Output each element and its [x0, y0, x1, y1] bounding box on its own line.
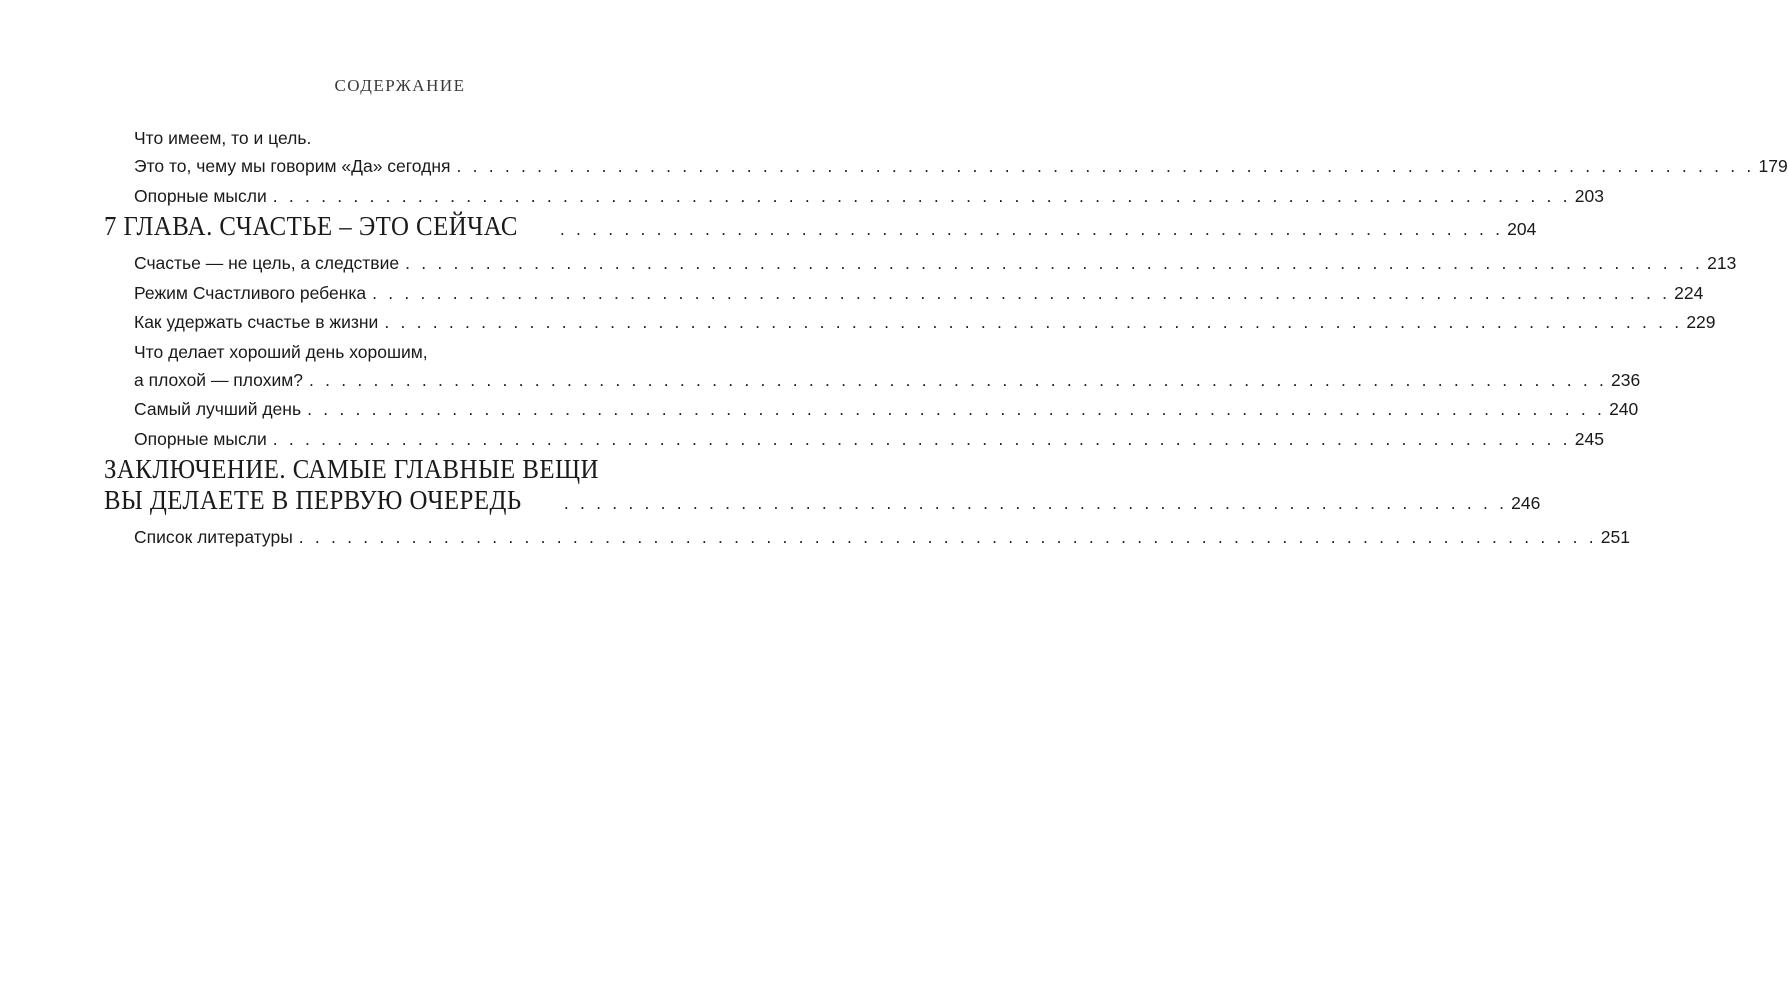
toc-entry-title-line1: Что имеем, то и цель.	[134, 128, 312, 148]
dot-leader: . . . . . . . . . . . . . . . . . . . . . . . . . . . . . . . . . . . . . . . . . . . . . . . . . . . . . . . . . . . . . . . . . . . . . . . . . . . . . . . . .	[372, 282, 1671, 303]
dot-leader: . . . . . . . . . . . . . . . . . . . . . . . . . . . . . . . . . . . . . . . . . . . . . . . . . . . . . . . . . . . . . . . . . . . . . . . . . . . . . . . . .	[298, 527, 1597, 547]
toc-entry-key-thoughts-2[interactable]	[104, 425, 1604, 453]
table-of-contents	[104, 124, 1788, 551]
toc-page-number: 245	[1574, 428, 1604, 449]
dot-leader: . . . . . . . . . . . . . . . . . . . . . . . . . . . . . . . . . . . . . . . . . . . . . . . . . . . . . . . . . . . . . . . . . . . . . . . . . . . . . . . . .	[309, 369, 1608, 390]
toc-entry-happiness-consequence[interactable]	[104, 249, 1737, 277]
toc-conclusion[interactable]	[104, 454, 1541, 519]
toc-entry-title: Опорные мысли	[134, 185, 267, 206]
toc-entry-title: Режим Счастливого ребенка	[134, 282, 367, 303]
toc-entry-best-day[interactable]	[104, 395, 1639, 423]
toc-page-number: 251	[1600, 527, 1630, 547]
dot-leader: . . . . . . . . . . . . . . . . . . . . . . . . . . . . . . . . . . . . . . . . . . . . . . . . . . . . . . . . . . .	[559, 219, 1504, 239]
toc-entry-title: Как удержать счастье в жизни	[134, 312, 379, 332]
dot-leader: . . . . . . . . . . . . . . . . . . . . . . . . . . . . . . . . . . . . . . . . . . . . . . . . . . . . . . . . . . . . . . . . . . . . . . . . . . . . . . . . .	[272, 185, 1571, 206]
toc-entry-happy-child-mode[interactable]	[104, 279, 1704, 307]
toc-entry-title-line2: а плохой — плохим?	[134, 369, 304, 390]
chapter-title-line2: ВЫ ДЕЛАЕТЕ В ПЕРВУЮ ОЧЕРЕДЬ	[104, 485, 522, 515]
dot-leader: . . . . . . . . . . . . . . . . . . . . . . . . . . . . . . . . . . . . . . . . . . . . . . . . . . . . . . . . . . . . . . . . . . . . . . . . . . . . . . . . .	[307, 399, 1606, 419]
toc-entry-title-line1: Что делает хороший день хорошим,	[134, 341, 428, 362]
toc-page-number: 224	[1674, 282, 1704, 303]
toc-entry-title-line2: Это то, чему мы говорим «Да» сегодня	[134, 156, 451, 176]
toc-entry-title: Счастье — не цель, а следствие	[134, 253, 400, 273]
toc-page-number: 240	[1609, 399, 1639, 419]
toc-entry-what-we-have[interactable]	[104, 124, 1788, 180]
toc-chapter-7[interactable]	[104, 211, 1537, 245]
toc-page-number: 203	[1574, 185, 1604, 206]
toc-page-number: 213	[1707, 253, 1737, 273]
toc-entry-title: Опорные мысли	[134, 428, 267, 449]
toc-entry-good-day[interactable]	[104, 338, 1641, 394]
toc-entry-bibliography[interactable]	[104, 523, 1630, 551]
toc-page-number: 246	[1511, 493, 1541, 513]
dot-leader: . . . . . . . . . . . . . . . . . . . . . . . . . . . . . . . . . . . . . . . . . . . . . . . . . . . . . . . . . . .	[563, 493, 1508, 513]
chapter-title: 7 ГЛАВА. СЧАСТЬЕ – ЭТО СЕЙЧАС	[104, 211, 518, 241]
toc-entry-title: Самый лучший день	[134, 399, 302, 419]
page-title: СОДЕРЖАНИЕ	[334, 76, 466, 95]
toc-page-number: 229	[1686, 312, 1716, 332]
chapter-title-line1: ЗАКЛЮЧЕНИЕ. САМЫЕ ГЛАВНЫЕ ВЕЩИ	[104, 454, 599, 484]
toc-entry-keep-happiness[interactable]	[104, 308, 1716, 336]
toc-entry-title: Список литературы	[134, 527, 293, 547]
toc-page-number: 179	[1758, 156, 1788, 176]
toc-page-number: 204	[1507, 219, 1537, 239]
dot-leader: . . . . . . . . . . . . . . . . . . . . . . . . . . . . . . . . . . . . . . . . . . . . . . . . . . . . . . . . . . . . . . . . . . . . . . . . . . . . . . . . .	[456, 156, 1755, 176]
dot-leader: . . . . . . . . . . . . . . . . . . . . . . . . . . . . . . . . . . . . . . . . . . . . . . . . . . . . . . . . . . . . . . . . . . . . . . . . . . . . . . . . .	[272, 428, 1571, 449]
dot-leader: . . . . . . . . . . . . . . . . . . . . . . . . . . . . . . . . . . . . . . . . . . . . . . . . . . . . . . . . . . . . . . . . . . . . . . . . . . . . . . . . .	[384, 312, 1683, 332]
toc-entry-key-thoughts-1[interactable]	[104, 182, 1604, 210]
toc-page-number: 236	[1611, 369, 1641, 390]
dot-leader: . . . . . . . . . . . . . . . . . . . . . . . . . . . . . . . . . . . . . . . . . . . . . . . . . . . . . . . . . . . . . . . . . . . . . . . . . . . . . . . . .	[405, 253, 1704, 273]
